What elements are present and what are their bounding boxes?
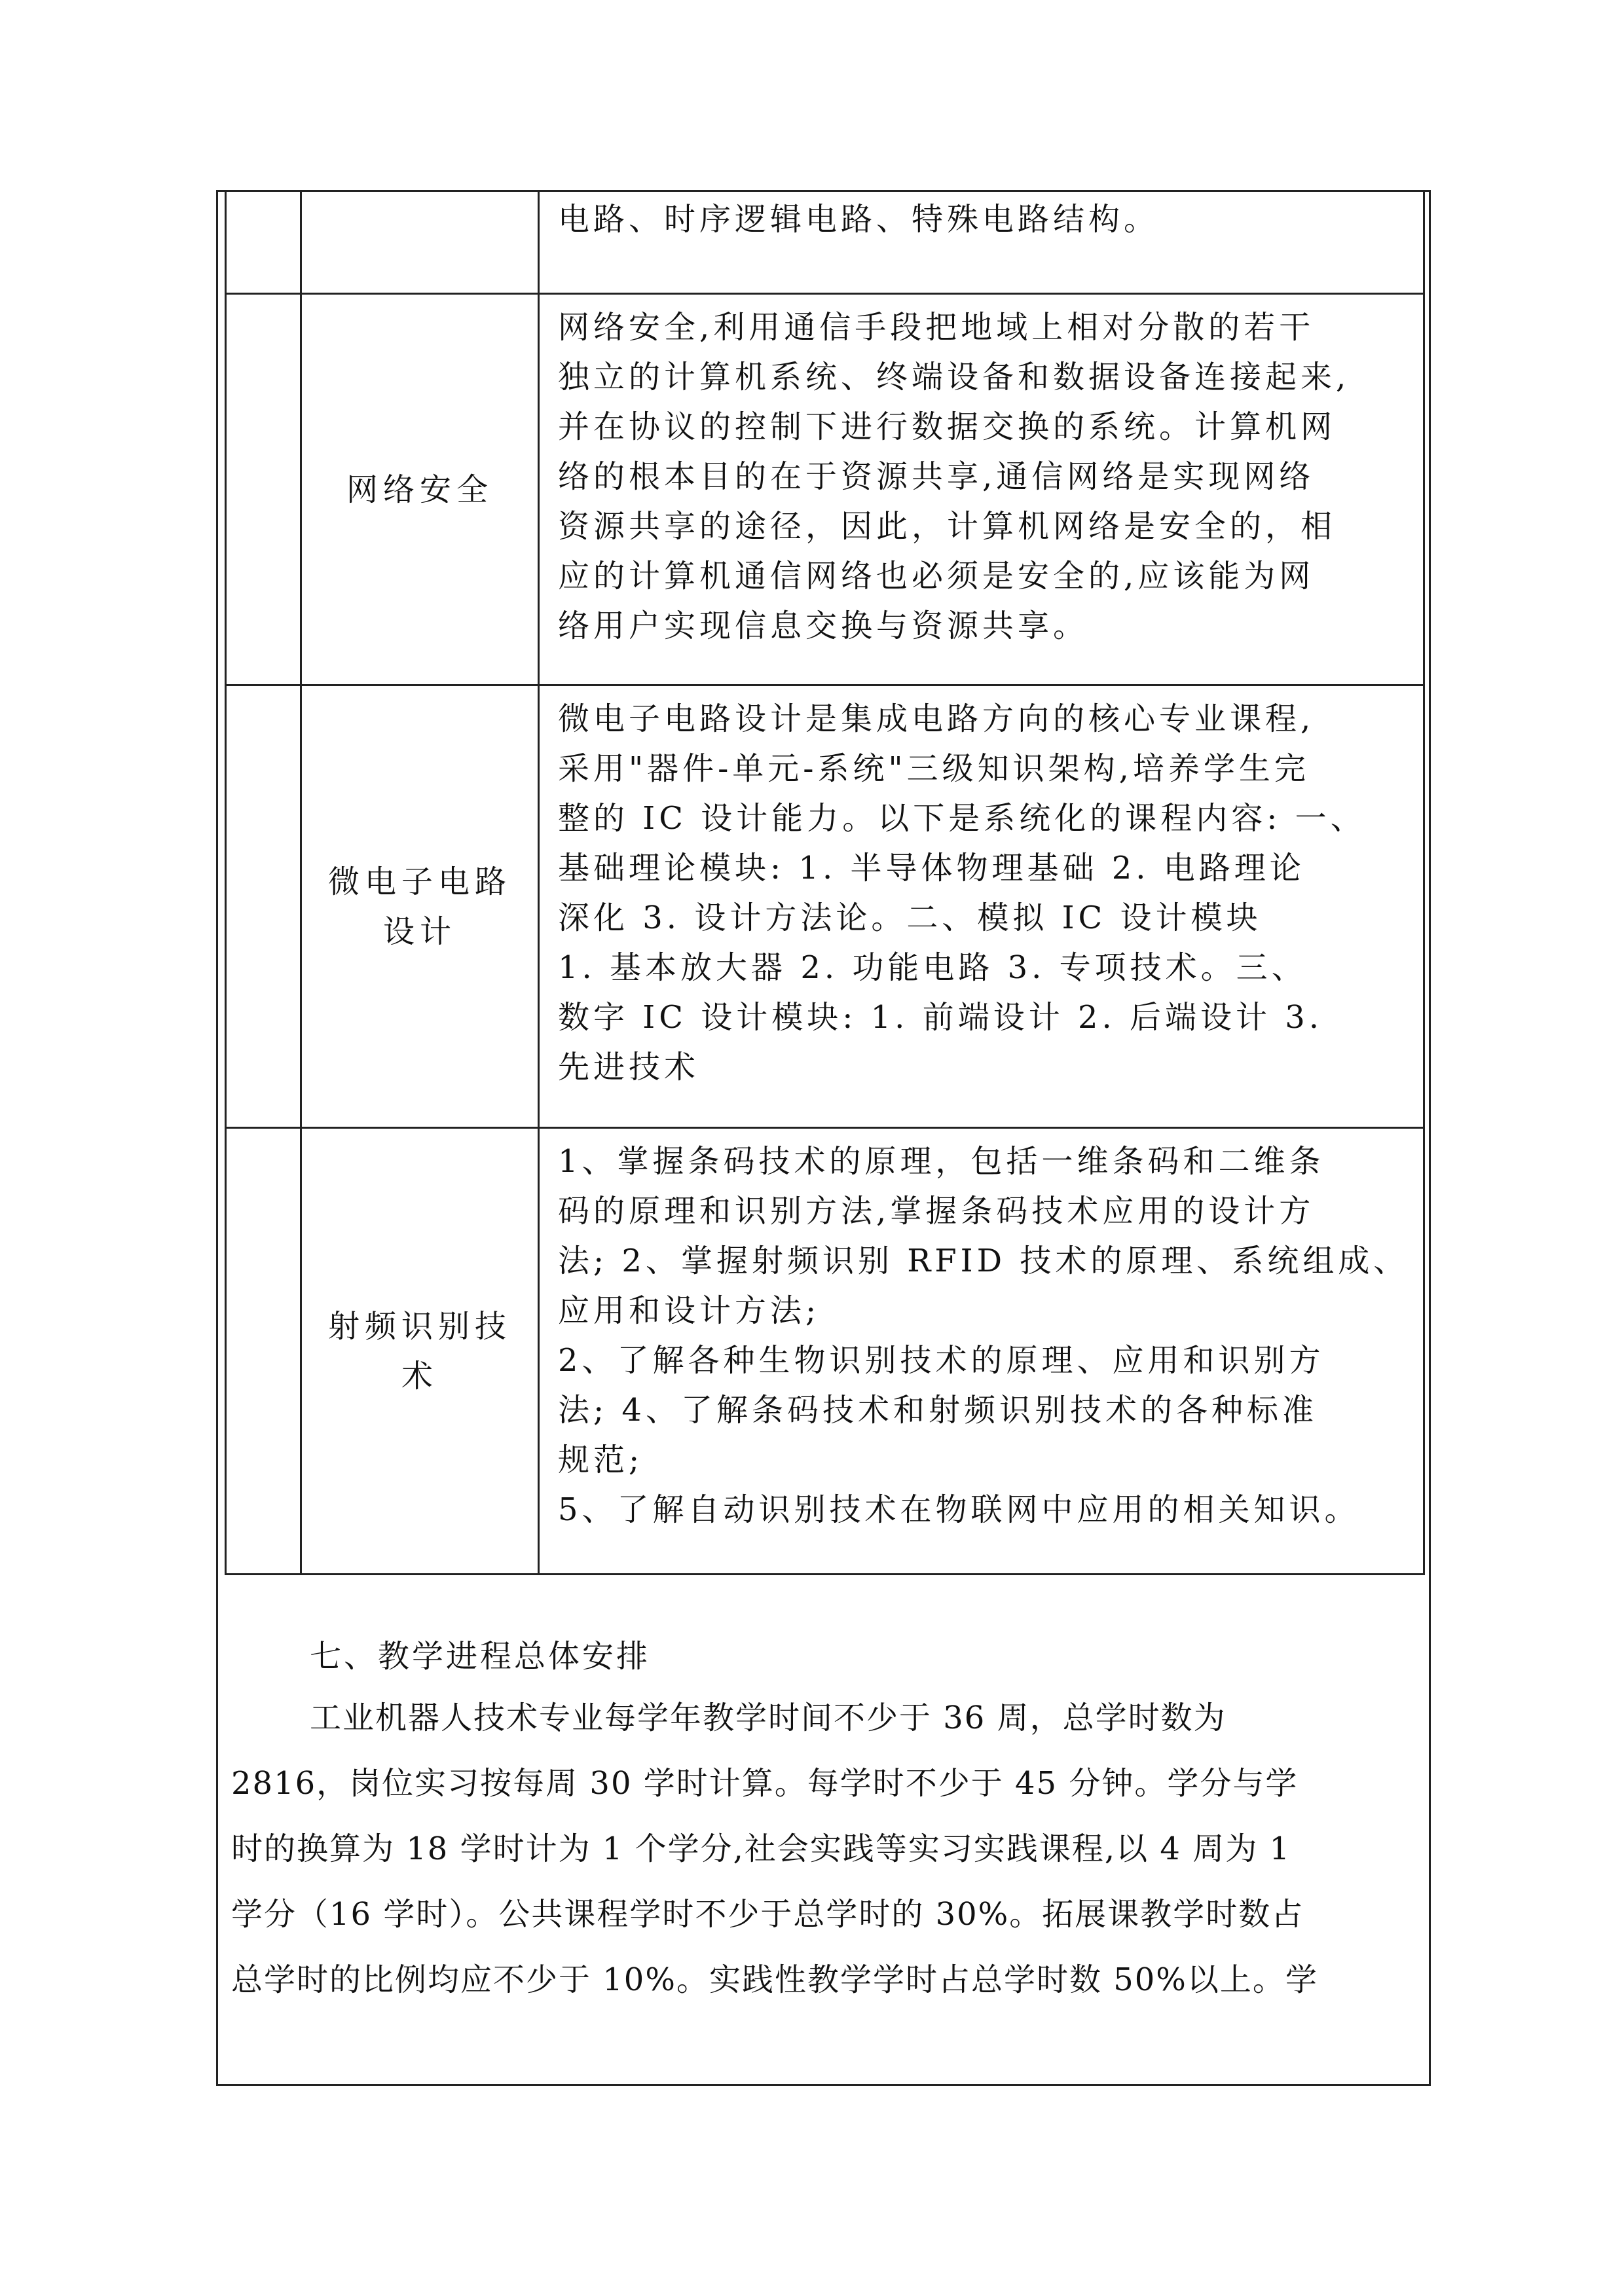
index-cell <box>226 1128 301 1575</box>
section-heading: 七、教学进程总体安排 <box>310 1638 651 1675</box>
table-row <box>226 294 1424 685</box>
course-desc-cell <box>539 294 1424 685</box>
desc-line: 先进技术 <box>558 1049 700 1085</box>
desc-line: 采用"器件-单元-系统"三级知识架构,培养学生完 <box>558 750 1310 787</box>
desc-line: 资源共享的途径，因此，计算机网络是安全的，相 <box>558 508 1337 545</box>
course-name-cell <box>301 294 539 685</box>
desc-line: 应用和设计方法; <box>558 1292 821 1329</box>
course-table <box>225 190 1425 1575</box>
course-desc-cell <box>539 191 1424 294</box>
desc-line: 深化 3. 设计方法论。二、模拟 IC 设计模块 <box>558 900 1262 936</box>
paragraph-line: 总学时的比例均应不少于 10%。实践性教学学时占总学时数 50%以上。学 <box>231 1961 1318 1998</box>
desc-line: 基础理论模块: 1. 半导体物理基础 2. 电路理论 <box>558 850 1305 886</box>
index-cell <box>226 685 301 1128</box>
paragraph-line: 工业机器人技术专业每学年教学时间不少于 36 周，总学时数为 <box>310 1700 1227 1736</box>
desc-line: 整的 IC 设计能力。以下是系统化的课程内容: 一、 <box>558 800 1366 837</box>
desc-line: 应的计算机通信网络也必须是安全的,应该能为网 <box>558 558 1315 594</box>
table-row <box>226 685 1424 1128</box>
desc-line: 网络安全,利用通信手段把地域上相对分散的若干 <box>558 309 1315 346</box>
desc-line: 规范; <box>558 1442 644 1478</box>
course-name-cell <box>301 685 539 1128</box>
paragraph-line: 学分（16 学时）。公共课程学时不少于总学时的 30%。拓展课教学时数占 <box>231 1896 1304 1933</box>
paragraph-line: 2816，岗位实习按每周 30 学时计算。每学时不少于 45 分钟。学分与学 <box>231 1765 1299 1802</box>
desc-line: 数字 IC 设计模块: 1. 前端设计 2. 后端设计 3. <box>558 999 1323 1036</box>
index-cell <box>226 294 301 685</box>
course-name: 射频识别技 <box>327 1307 511 1345</box>
page-frame <box>216 190 1431 2086</box>
course-desc-cell <box>539 1128 1424 1575</box>
desc-line: 5、了解自动识别技术在物联网中应用的相关知识。 <box>558 1491 1360 1528</box>
course-name-cell <box>301 1128 539 1575</box>
course-name: 术 <box>401 1357 438 1394</box>
desc-line: 电路、时序逻辑电路、特殊电路结构。 <box>558 201 1160 238</box>
desc-line: 微电子电路设计是集成电路方向的核心专业课程, <box>558 701 1315 737</box>
desc-line: 1、掌握条码技术的原理，包括一维条码和二维条 <box>558 1143 1325 1180</box>
course-name: 网络安全 <box>346 471 493 508</box>
course-name: 设计 <box>382 913 456 950</box>
course-name-cell <box>301 191 539 294</box>
course-name: 微电子电路 <box>327 863 511 900</box>
desc-line: 络用户实现信息交换与资源共享。 <box>558 608 1089 644</box>
paragraph-line: 时的换算为 18 学时计为 1 个学分,社会实践等实习实践课程,以 4 周为 1 <box>231 1831 1291 1867</box>
desc-line: 并在协议的控制下进行数据交换的系统。计算机网 <box>558 409 1337 445</box>
index-cell <box>226 191 301 294</box>
table-row <box>226 1128 1424 1575</box>
desc-line: 2、了解各种生物识别技术的原理、应用和识别方 <box>558 1342 1325 1379</box>
desc-line: 络的根本目的在于资源共享,通信网络是实现网络 <box>558 458 1315 495</box>
desc-line: 法; 2、掌握射频识别 RFID 技术的原理、系统组成、 <box>558 1243 1409 1279</box>
desc-line: 码的原理和识别方法,掌握条码技术应用的设计方 <box>558 1193 1315 1230</box>
desc-line: 法; 4、了解条码技术和射频识别技术的各种标准 <box>558 1392 1318 1429</box>
course-desc-cell <box>539 685 1424 1128</box>
desc-line: 1. 基本放大器 2. 功能电路 3. 专项技术。三、 <box>558 949 1307 986</box>
table-row <box>226 191 1424 294</box>
desc-line: 独立的计算机系统、终端设备和数据设备连接起来, <box>558 359 1350 395</box>
